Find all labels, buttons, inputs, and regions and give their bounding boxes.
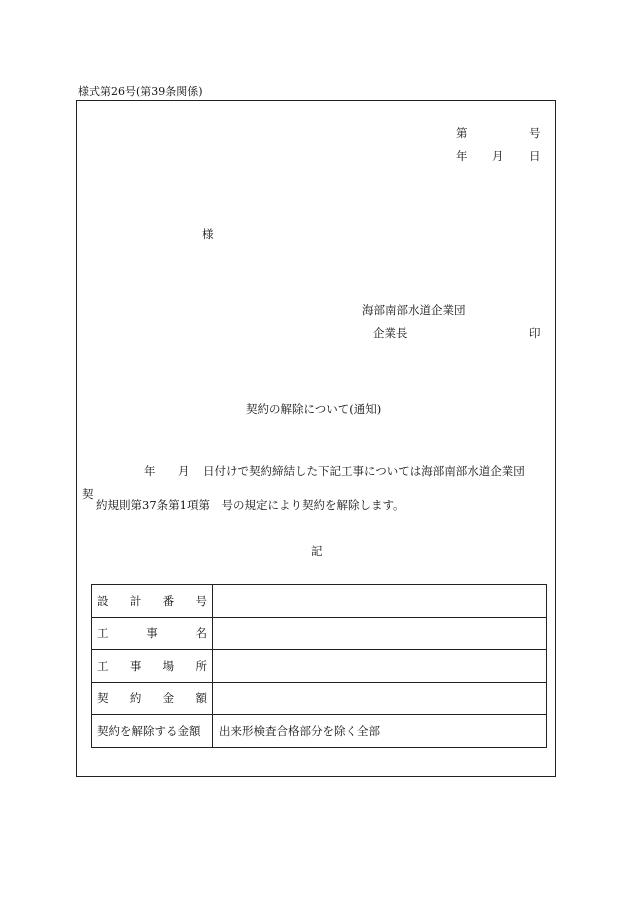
label-char: 所 <box>195 658 207 673</box>
label-char: 設 <box>97 593 109 608</box>
value-cell-work-location[interactable] <box>213 650 547 683</box>
label-char: 約 <box>129 691 142 706</box>
label-cell-contract-amount <box>92 682 213 715</box>
number-suffix: 号 <box>529 126 541 140</box>
label-cell-work-location <box>92 650 213 683</box>
label-char: 工 <box>97 658 109 673</box>
body-month-label: 月 <box>178 464 190 478</box>
label-cell-design-number <box>92 585 213 618</box>
value-cell-contract-amount[interactable] <box>213 682 547 715</box>
label-char: 場 <box>162 658 175 673</box>
body-text-line1: 日付けで契約締結した下記工事については海部南部水道企業団 <box>203 464 525 478</box>
number-prefix: 第 <box>456 126 468 140</box>
label-text: 契約を解除する金額 <box>97 723 201 738</box>
label-char: 名 <box>195 626 207 641</box>
table-row <box>92 585 547 618</box>
label-char: 事 <box>146 626 158 641</box>
table-row <box>92 715 547 748</box>
table-row <box>92 617 547 650</box>
value-cell-cancellation-amount[interactable]: 出来形検査合格部分を除く全部 <box>213 715 547 748</box>
document-title: 契約の解除について(通知) <box>246 402 382 416</box>
value-cell-design-number[interactable] <box>213 585 547 618</box>
seal-mark: 印 <box>529 326 541 340</box>
date-day-label: 日 <box>529 149 541 163</box>
label-char: 金 <box>162 691 175 706</box>
label-char: 工 <box>97 626 109 641</box>
body-year-label: 年 <box>144 464 156 478</box>
issuer-title: 企業長 <box>373 326 408 340</box>
table-row <box>92 682 547 715</box>
label-char: 事 <box>129 658 142 673</box>
value-cell-work-name[interactable] <box>213 617 547 650</box>
label-cell-cancellation-amount <box>92 715 213 748</box>
date-year-label: 年 <box>456 149 468 163</box>
issuer-organization: 海部南部水道企業団 <box>362 303 466 317</box>
details-table <box>91 584 547 748</box>
date-month-label: 月 <box>492 149 504 163</box>
label-char: 番 <box>162 593 175 608</box>
label-char: 額 <box>195 691 207 706</box>
form-number-label: 様式第26号(第39条関係) <box>78 85 203 98</box>
label-char: 号 <box>195 593 207 608</box>
body-wrap-char: 契 <box>82 487 94 501</box>
body-text-line2: 約規則第37条第1項第 号の規定により契約を解除します。 <box>96 498 405 512</box>
table-row <box>92 650 547 683</box>
label-cell-work-name <box>92 617 213 650</box>
label-char: 契 <box>97 691 109 706</box>
addressee-suffix: 様 <box>202 227 214 241</box>
ki-heading: 記 <box>311 544 323 558</box>
label-char: 計 <box>129 593 142 608</box>
